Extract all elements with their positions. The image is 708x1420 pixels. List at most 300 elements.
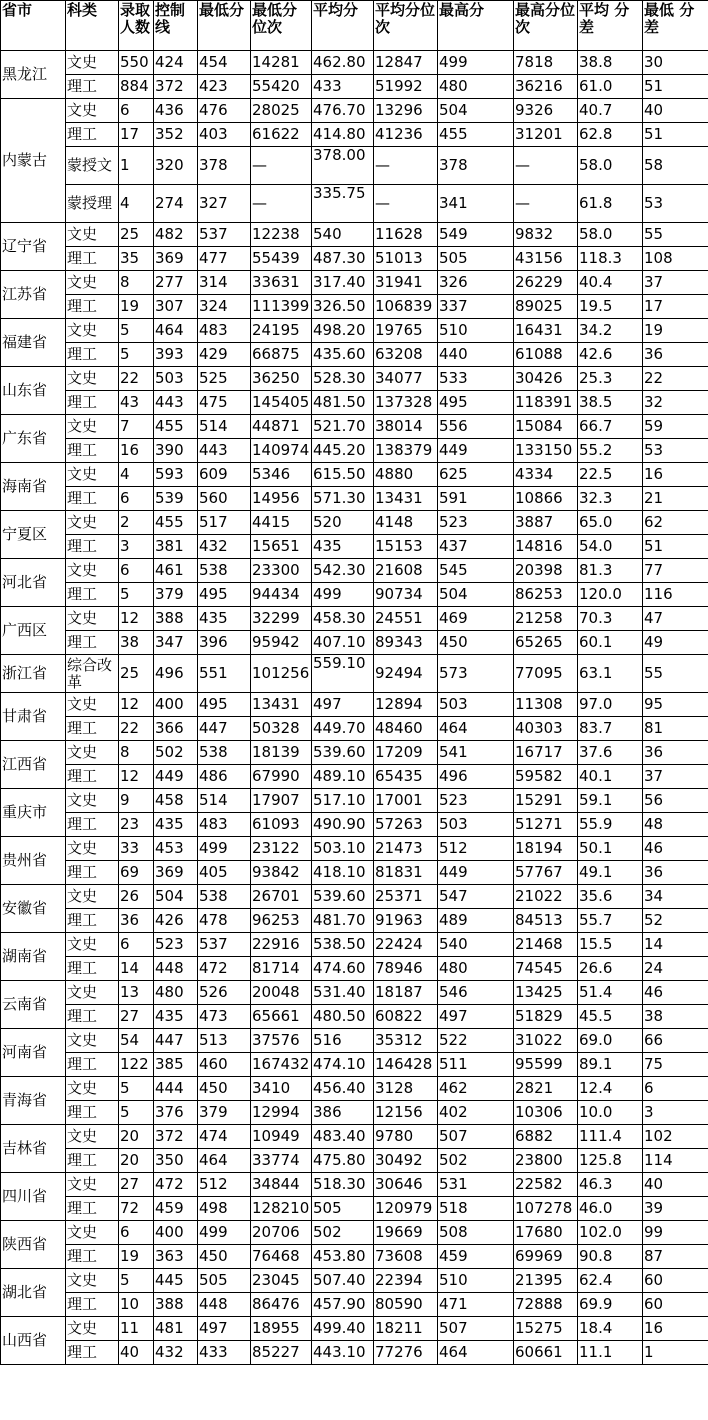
value-cell: 418.10 (312, 861, 374, 885)
value-cell: 433 (198, 1341, 251, 1365)
province-cell: 湖北省 (1, 1269, 66, 1317)
value-cell: 17 (119, 123, 154, 147)
province-cell: 黑龙江 (1, 51, 66, 99)
value-cell: 464 (438, 1341, 514, 1365)
value-cell: 43 (119, 391, 154, 415)
value-cell: 487.30 (312, 247, 374, 271)
value-cell: 5 (119, 1269, 154, 1293)
value-cell: 15.5 (578, 933, 643, 957)
value-cell: 414.80 (312, 123, 374, 147)
value-cell: 337 (438, 295, 514, 319)
table-row (1, 655, 708, 693)
value-cell: 61093 (251, 813, 312, 837)
table-row (1, 957, 708, 981)
value-cell: 15084 (514, 415, 578, 439)
value-cell: 22 (119, 717, 154, 741)
table-row (1, 1197, 708, 1221)
value-cell: 9326 (514, 99, 578, 123)
value-cell: 49 (643, 631, 708, 655)
province-cell: 吉林省 (1, 1125, 66, 1173)
value-cell: 443 (198, 439, 251, 463)
value-cell: 449 (438, 439, 514, 463)
province-cell: 云南省 (1, 981, 66, 1029)
value-cell: 324 (198, 295, 251, 319)
table-row (1, 741, 708, 765)
table-row (1, 51, 708, 75)
value-cell: 89025 (514, 295, 578, 319)
value-cell: 40.7 (578, 99, 643, 123)
category-cell: 文史 (66, 933, 119, 957)
value-cell: 80590 (374, 1293, 438, 1317)
category-cell: 理工 (66, 583, 119, 607)
value-cell: 9832 (514, 223, 578, 247)
value-cell: 3128 (374, 1077, 438, 1101)
value-cell: 571.30 (312, 487, 374, 511)
value-cell: 54 (119, 1029, 154, 1053)
province-cell: 内蒙古 (1, 99, 66, 223)
value-cell: 504 (438, 99, 514, 123)
value-cell: 69.0 (578, 1029, 643, 1053)
value-cell: 16 (643, 463, 708, 487)
value-cell: 347 (154, 631, 198, 655)
value-cell: 35 (119, 247, 154, 271)
value-cell: 24551 (374, 607, 438, 631)
value-cell: 27 (119, 1173, 154, 1197)
value-cell: 65.0 (578, 511, 643, 535)
column-header: 平均分位次 (374, 1, 438, 51)
value-cell: 372 (154, 1125, 198, 1149)
value-cell: 18194 (514, 837, 578, 861)
value-cell: 36 (643, 343, 708, 367)
value-cell: 85227 (251, 1341, 312, 1365)
value-cell: 91963 (374, 909, 438, 933)
province-cell: 江西省 (1, 741, 66, 789)
value-cell: 460 (198, 1053, 251, 1077)
value-cell: 499 (312, 583, 374, 607)
value-cell: 433 (312, 75, 374, 99)
value-cell: 52 (643, 909, 708, 933)
value-cell: 505 (312, 1197, 374, 1221)
category-cell: 理工 (66, 1341, 119, 1365)
value-cell: 31201 (514, 123, 578, 147)
value-cell: 21258 (514, 607, 578, 631)
table-row (1, 535, 708, 559)
value-cell: 137328 (374, 391, 438, 415)
value-cell: 539.60 (312, 885, 374, 909)
value-cell: 352 (154, 123, 198, 147)
value-cell: 551 (198, 655, 251, 693)
value-cell: 18955 (251, 1317, 312, 1341)
value-cell: 497 (198, 1317, 251, 1341)
value-cell: 481 (154, 1317, 198, 1341)
value-cell: 3887 (514, 511, 578, 535)
value-cell: 4 (119, 463, 154, 487)
value-cell: 549 (438, 223, 514, 247)
value-cell: 44871 (251, 415, 312, 439)
value-cell: 508 (438, 1221, 514, 1245)
value-cell: 593 (154, 463, 198, 487)
column-header: 省市 (1, 1, 66, 51)
value-cell: 40.1 (578, 765, 643, 789)
value-cell: 448 (154, 957, 198, 981)
value-cell: 51992 (374, 75, 438, 99)
value-cell: 11 (119, 1317, 154, 1341)
value-cell: 20 (119, 1149, 154, 1173)
value-cell: 81.3 (578, 559, 643, 583)
value-cell: 36 (643, 741, 708, 765)
value-cell: 65661 (251, 1005, 312, 1029)
table-row (1, 765, 708, 789)
value-cell: 496 (438, 765, 514, 789)
value-cell: 77095 (514, 655, 578, 693)
value-cell: — (374, 147, 438, 185)
value-cell: 277 (154, 271, 198, 295)
value-cell: 489.10 (312, 765, 374, 789)
value-cell: 13431 (251, 693, 312, 717)
category-cell: 理工 (66, 813, 119, 837)
column-header: 最低分 (198, 1, 251, 51)
value-cell: 518.30 (312, 1173, 374, 1197)
value-cell: — (251, 147, 312, 185)
value-cell: 489 (438, 909, 514, 933)
category-cell: 理工 (66, 765, 119, 789)
value-cell: 22 (643, 367, 708, 391)
value-cell: 89343 (374, 631, 438, 655)
value-cell: 20706 (251, 1221, 312, 1245)
value-cell: 81714 (251, 957, 312, 981)
value-cell: 133150 (514, 439, 578, 463)
value-cell: 457.90 (312, 1293, 374, 1317)
value-cell: 24195 (251, 319, 312, 343)
column-header: 控制线 (154, 1, 198, 51)
value-cell: 3 (643, 1101, 708, 1125)
value-cell: 16 (119, 439, 154, 463)
value-cell: 66 (643, 1029, 708, 1053)
value-cell: 14956 (251, 487, 312, 511)
value-cell: 450 (198, 1245, 251, 1269)
value-cell: 54.0 (578, 535, 643, 559)
value-cell: 40 (119, 1341, 154, 1365)
province-cell: 山东省 (1, 367, 66, 415)
value-cell: 8 (119, 271, 154, 295)
value-cell: 61.0 (578, 75, 643, 99)
value-cell: 51271 (514, 813, 578, 837)
category-cell: 文史 (66, 271, 119, 295)
value-cell: 16 (643, 1317, 708, 1341)
value-cell: 65435 (374, 765, 438, 789)
value-cell: 559.10 (312, 655, 374, 693)
value-cell: 5346 (251, 463, 312, 487)
value-cell: 503 (438, 813, 514, 837)
value-cell: 517 (198, 511, 251, 535)
value-cell: 444 (154, 1077, 198, 1101)
value-cell: 480 (154, 981, 198, 1005)
value-cell: 573 (438, 655, 514, 693)
category-cell: 理工 (66, 631, 119, 655)
table-row (1, 391, 708, 415)
table-row (1, 185, 708, 223)
column-header: 最低 分差 (643, 1, 708, 51)
value-cell: 26 (119, 885, 154, 909)
value-cell: 20398 (514, 559, 578, 583)
table-row (1, 559, 708, 583)
value-cell: 449 (438, 861, 514, 885)
value-cell: 5 (119, 319, 154, 343)
value-cell: 145405 (251, 391, 312, 415)
value-cell: 107278 (514, 1197, 578, 1221)
value-cell: 542.30 (312, 559, 374, 583)
value-cell: 17001 (374, 789, 438, 813)
value-cell: 435 (312, 535, 374, 559)
value-cell: 449 (154, 765, 198, 789)
value-cell: 7 (119, 415, 154, 439)
value-cell: 453 (154, 837, 198, 861)
value-cell: 60822 (374, 1005, 438, 1029)
value-cell: 15291 (514, 789, 578, 813)
value-cell: 35312 (374, 1029, 438, 1053)
value-cell: 23122 (251, 837, 312, 861)
value-cell: 400 (154, 693, 198, 717)
value-cell: 55 (643, 223, 708, 247)
value-cell: 458 (154, 789, 198, 813)
province-cell: 辽宁省 (1, 223, 66, 271)
value-cell: 81 (643, 717, 708, 741)
category-cell: 文史 (66, 1317, 119, 1341)
value-cell: 19 (643, 319, 708, 343)
value-cell: 125.8 (578, 1149, 643, 1173)
value-cell: 11.1 (578, 1341, 643, 1365)
header-row (1, 1, 708, 51)
value-cell: 4334 (514, 463, 578, 487)
province-cell: 四川省 (1, 1173, 66, 1221)
value-cell: 25 (119, 655, 154, 693)
category-cell: 文史 (66, 741, 119, 765)
value-cell: 510 (438, 1269, 514, 1293)
value-cell: 118.3 (578, 247, 643, 271)
value-cell: 61088 (514, 343, 578, 367)
value-cell: 447 (154, 1029, 198, 1053)
value-cell: 495 (438, 391, 514, 415)
value-cell: 480 (438, 75, 514, 99)
value-cell: 15275 (514, 1317, 578, 1341)
value-cell: 21468 (514, 933, 578, 957)
value-cell: 92494 (374, 655, 438, 693)
table-row (1, 367, 708, 391)
value-cell: 77276 (374, 1341, 438, 1365)
value-cell: 77 (643, 559, 708, 583)
value-cell: 531 (438, 1173, 514, 1197)
value-cell: 1 (643, 1341, 708, 1365)
table-row (1, 1149, 708, 1173)
column-header: 平均分 (312, 1, 374, 51)
province-cell: 青海省 (1, 1077, 66, 1125)
category-cell: 理工 (66, 1053, 119, 1077)
value-cell: 73608 (374, 1245, 438, 1269)
value-cell: 483.40 (312, 1125, 374, 1149)
value-cell: 7818 (514, 51, 578, 75)
value-cell: 116 (643, 583, 708, 607)
value-cell: 396 (198, 631, 251, 655)
value-cell: 390 (154, 439, 198, 463)
value-cell: 96253 (251, 909, 312, 933)
value-cell: 407.10 (312, 631, 374, 655)
value-cell: 16717 (514, 741, 578, 765)
value-cell: 475 (198, 391, 251, 415)
value-cell: 15651 (251, 535, 312, 559)
value-cell: 32299 (251, 607, 312, 631)
category-cell: 理工 (66, 1293, 119, 1317)
province-cell: 河北省 (1, 559, 66, 607)
value-cell: 504 (438, 583, 514, 607)
value-cell: 19765 (374, 319, 438, 343)
value-cell: 70.3 (578, 607, 643, 631)
value-cell: 114 (643, 1149, 708, 1173)
table-row (1, 789, 708, 813)
value-cell: 521.70 (312, 415, 374, 439)
value-cell: 12 (119, 765, 154, 789)
value-cell: 453.80 (312, 1245, 374, 1269)
value-cell: 400 (154, 1221, 198, 1245)
value-cell: 17 (643, 295, 708, 319)
category-cell: 蒙授理 (66, 185, 119, 223)
value-cell: 76468 (251, 1245, 312, 1269)
value-cell: 531.40 (312, 981, 374, 1005)
value-cell: 41236 (374, 123, 438, 147)
value-cell: 456.40 (312, 1077, 374, 1101)
value-cell: 25371 (374, 885, 438, 909)
value-cell: 51 (643, 123, 708, 147)
value-cell: 483 (198, 319, 251, 343)
value-cell: 455 (154, 511, 198, 535)
category-cell: 文史 (66, 319, 119, 343)
value-cell: 6 (119, 99, 154, 123)
value-cell: 26.6 (578, 957, 643, 981)
value-cell: 505 (198, 1269, 251, 1293)
value-cell: 36250 (251, 367, 312, 391)
value-cell: 455 (438, 123, 514, 147)
value-cell: 10306 (514, 1101, 578, 1125)
value-cell: 46 (643, 837, 708, 861)
value-cell: 55 (643, 655, 708, 693)
province-cell: 湖南省 (1, 933, 66, 981)
value-cell: 462 (438, 1077, 514, 1101)
category-cell: 文史 (66, 1077, 119, 1101)
category-cell: 理工 (66, 535, 119, 559)
value-cell: 435 (154, 813, 198, 837)
value-cell: 83.7 (578, 717, 643, 741)
value-cell: 26701 (251, 885, 312, 909)
value-cell: 402 (438, 1101, 514, 1125)
value-cell: 69969 (514, 1245, 578, 1269)
value-cell: 49.1 (578, 861, 643, 885)
value-cell: 32.3 (578, 487, 643, 511)
value-cell: 320 (154, 147, 198, 185)
value-cell: 38.5 (578, 391, 643, 415)
province-cell: 重庆市 (1, 789, 66, 837)
value-cell: 459 (154, 1197, 198, 1221)
value-cell: 108 (643, 247, 708, 271)
value-cell: 474.10 (312, 1053, 374, 1077)
table-row (1, 1221, 708, 1245)
value-cell: 59.1 (578, 789, 643, 813)
table-row (1, 981, 708, 1005)
value-cell: 478 (198, 909, 251, 933)
value-cell: 486 (198, 765, 251, 789)
value-cell: 381 (154, 535, 198, 559)
value-cell: 615.50 (312, 463, 374, 487)
value-cell: 317.40 (312, 271, 374, 295)
table-row (1, 99, 708, 123)
value-cell: 50328 (251, 717, 312, 741)
value-cell: 34 (643, 885, 708, 909)
province-cell: 广东省 (1, 415, 66, 463)
value-cell: 120.0 (578, 583, 643, 607)
value-cell: 146428 (374, 1053, 438, 1077)
value-cell: 274 (154, 185, 198, 223)
value-cell: 31022 (514, 1029, 578, 1053)
value-cell: 37 (643, 271, 708, 295)
value-cell: 12156 (374, 1101, 438, 1125)
value-cell: 26229 (514, 271, 578, 295)
value-cell: 38014 (374, 415, 438, 439)
table-row (1, 511, 708, 535)
column-header: 录取人数 (119, 1, 154, 51)
value-cell: 75 (643, 1053, 708, 1077)
value-cell: 19 (119, 295, 154, 319)
value-cell: 6 (643, 1077, 708, 1101)
value-cell: 6882 (514, 1125, 578, 1149)
value-cell: 5 (119, 343, 154, 367)
value-cell: 516 (312, 1029, 374, 1053)
value-cell: 499 (198, 1221, 251, 1245)
value-cell: 62 (643, 511, 708, 535)
value-cell: 10.0 (578, 1101, 643, 1125)
category-cell: 文史 (66, 1221, 119, 1245)
value-cell: 490.90 (312, 813, 374, 837)
value-cell: 167432 (251, 1053, 312, 1077)
value-cell: 432 (198, 535, 251, 559)
value-cell: 22582 (514, 1173, 578, 1197)
value-cell: 37 (643, 765, 708, 789)
value-cell: 21 (643, 487, 708, 511)
value-cell: 19 (119, 1245, 154, 1269)
table-body (1, 51, 708, 1365)
value-cell: 90734 (374, 583, 438, 607)
value-cell: 31941 (374, 271, 438, 295)
value-cell: 520 (312, 511, 374, 535)
value-cell: 537 (198, 223, 251, 247)
province-cell: 贵州省 (1, 837, 66, 885)
value-cell: 48460 (374, 717, 438, 741)
province-cell: 山西省 (1, 1317, 66, 1365)
value-cell: 445.20 (312, 439, 374, 463)
value-cell: 34.2 (578, 319, 643, 343)
value-cell: — (251, 185, 312, 223)
value-cell: 33774 (251, 1149, 312, 1173)
value-cell: 23045 (251, 1269, 312, 1293)
value-cell: 51.4 (578, 981, 643, 1005)
table-row (1, 933, 708, 957)
value-cell: 435 (154, 1005, 198, 1029)
category-cell: 文史 (66, 51, 119, 75)
value-cell: 307 (154, 295, 198, 319)
value-cell: 48 (643, 813, 708, 837)
value-cell: 122 (119, 1053, 154, 1077)
value-cell: 376 (154, 1101, 198, 1125)
value-cell: 538.50 (312, 933, 374, 957)
value-cell: 448 (198, 1293, 251, 1317)
value-cell: 140974 (251, 439, 312, 463)
